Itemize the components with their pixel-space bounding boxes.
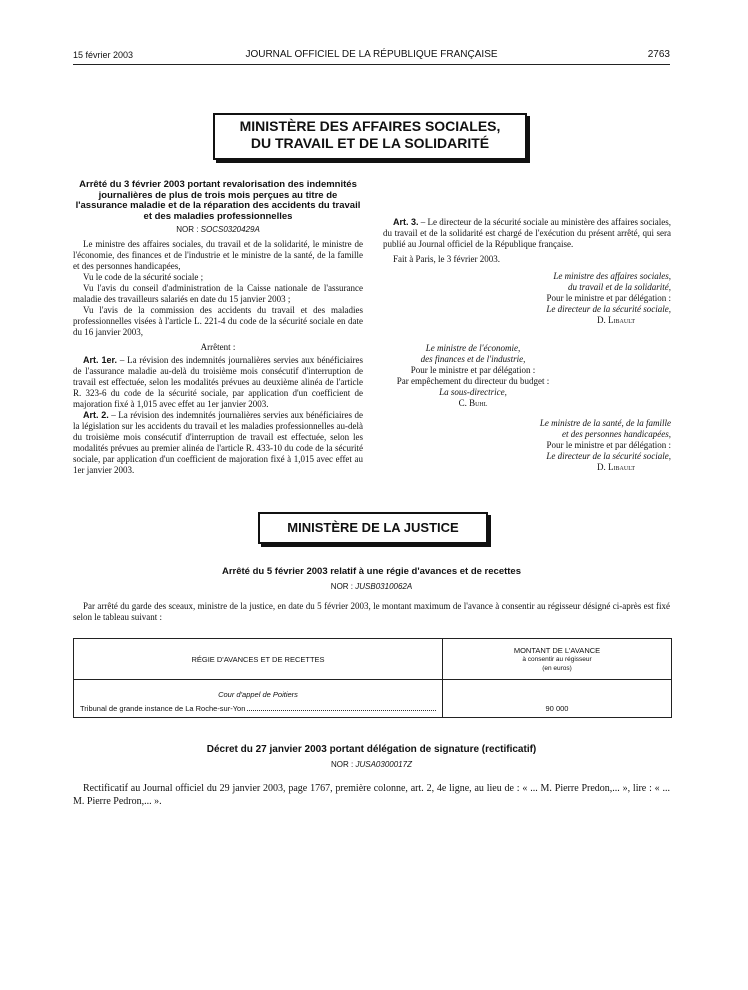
ministry-justice-box [258,512,488,544]
ministry-heading-line1: MINISTÈRE DES AFFAIRES SOCIALES, [239,118,501,134]
sig2-name: C. Buhl [458,398,488,408]
ministry-justice-heading: MINISTÈRE DE LA JUSTICE [287,520,459,535]
arrete1-article3: Art. 3. – Le directeur de la sécurité sociale au ministère des affaires sociales, du travail et de la solidarité est chargé de l'exécution du présent arrêté, qui sera publié au Journal officiel de la République française. [383,217,671,249]
table-row-label: Tribunal de grande instance de La Roche-sur-Yon [80,704,246,713]
sig2-line4: Par empêchement du directeur du budget : [396,376,550,386]
sig2-line1: Le ministre de l'économie, [425,343,521,353]
arrete1-arretent: Arrêtent : [200,342,236,352]
ministry-heading-box [213,113,527,160]
arrete1-intro: Le ministre des affaires sociales, du travail et de la solidarité, le ministre de l'économie, des finances et de l'industrie et le ministre de la santé, de la famille et des personnes handicapées, [73,239,363,271]
arrete1-vu3: Vu l'avis de la commission des accidents du travail et des maladies professionnelles visées à l'article L. 221-4 du code de la sécurité sociale en date du 16 janvier 2003, [73,305,363,337]
signature-block-2 [383,343,563,409]
header-date: 15 février 2003 [73,50,134,60]
sig3-line1: Le ministre de la santé, de la famille [539,418,671,428]
signature-block-3 [383,418,671,473]
arrete1-fait: Fait à Paris, le 3 février 2003. [393,254,500,264]
arrete1-vu2: Vu l'avis du conseil d'administration de la Caisse nationale de l'assurance maladie des travailleurs salariés en date du 15 janvier 2003 ; [73,283,363,304]
arrete1-nor: NOR : SOCS0320429A [176,225,260,234]
signature-block-1 [383,271,671,326]
table-leader-dots [247,710,436,711]
decret-nor: NOR : JUSA0300017Z [331,760,412,769]
sig2-line3: Pour le ministre et par délégation : [410,365,536,375]
montant-header-line3: (en euros) [542,664,572,672]
table-header-row [74,639,672,680]
sig1-name: D. Libault [597,315,635,325]
table-row-value: 90 000 [443,680,672,718]
table-row [74,680,672,718]
arrete1-vu1: Vu le code de la sécurité sociale ; [83,272,204,282]
header-rule [73,64,670,65]
decret-text: Rectificatif au Journal officiel du 29 janvier 2003, page 1767, première colonne, art. 2, 4e ligne, au lieu de : « ... M. Pierre Predon,... », lire : « ... M. Pierre Pedron,... ». [73,783,670,807]
sig3-line2: et des personnes handicapées, [562,429,671,439]
regie-table [73,638,672,718]
sig2-line5: La sous-directrice, [439,387,507,397]
table-header-montant [443,639,672,680]
header-page-number: 2763 [647,49,670,60]
table-row-label-wrap [80,704,436,713]
arrete2-title: Arrêté du 5 février 2003 relatif à une régie d'avances et de recettes [221,566,522,577]
arrete1-article2: Art. 2. – La révision des indemnités journalières servies aux bénéficiaires de la législation sur les accidents du travail et les maladies professionnelles au-delà du troisième mois consécutif d'interruption de travail est effectuée, selon les modalités prévues au premier alinéa de l'article R. 433-10 du code de la sécurité sociale, par application d'un coefficient de majoration fixé à 1,015 avec effet au 1er janvier 2003. [73,410,363,475]
table-header-regie: RÉGIE D'AVANCES ET DE RECETTES [74,639,443,680]
sig1-line3: Pour le ministre et par délégation : [546,293,671,303]
table-group-label: Cour d'appel de Poitiers [218,690,298,699]
table-cell-regie [74,680,443,718]
sig1-line2: du travail et de la solidarité, [568,282,671,292]
arrete1-title: Arrêté du 3 février 2003 portant revalorisation des indemnités journalières de plus de trois mois perçues au titre de l'assurance maladie et de la réparation des accidents du travail et des maladies professionnelles [75,179,361,222]
left-column [73,180,363,476]
arrete2-text: Par arrêté du garde des sceaux, ministre de la justice, en date du 5 février 2003, le montant maximum de l'avance à consentir au régisseur désigné ci-après est fixé selon le tableau suivant : [73,601,670,622]
sig3-name: D. Libault [597,462,635,472]
arrete1-article1: Art. 1er. – La révision des indemnités journalières servies aux bénéficiaires de l'assurance maladie au-delà du troisième mois consécutif d'interruption de travail est effectuée, selon les modalités prévues au deuxième alinéa de l'article R. 323-6 du code de la sécurité sociale, par application d'un coefficient de majoration fixé à 1,015 avec effet au 1er janvier 2003. [73,355,363,409]
sig2-line2: des finances et de l'industrie, [420,354,526,364]
montant-header-line1: MONTANT DE L'AVANCE [513,645,601,655]
header-journal: JOURNAL OFFICIEL DE LA RÉPUBLIQUE FRANÇAISE [245,49,498,60]
right-column [383,180,671,326]
sig1-line1: Le ministre des affaires sociales, [553,271,671,281]
montant-header-line2: à consentir au régisseur [522,655,592,663]
decret-title: Décret du 27 janvier 2003 portant délégation de signature (rectificatif) [206,744,537,755]
sig3-line4: Le directeur de la sécurité sociale, [546,451,671,461]
sig3-line3: Pour le ministre et par délégation : [546,440,671,450]
ministry-heading-line2: DU TRAVAIL ET DE LA SOLIDARITÉ [250,135,490,151]
arrete2-nor: NOR : JUSB0310062A [330,582,413,591]
sig1-line4: Le directeur de la sécurité sociale, [546,304,671,314]
